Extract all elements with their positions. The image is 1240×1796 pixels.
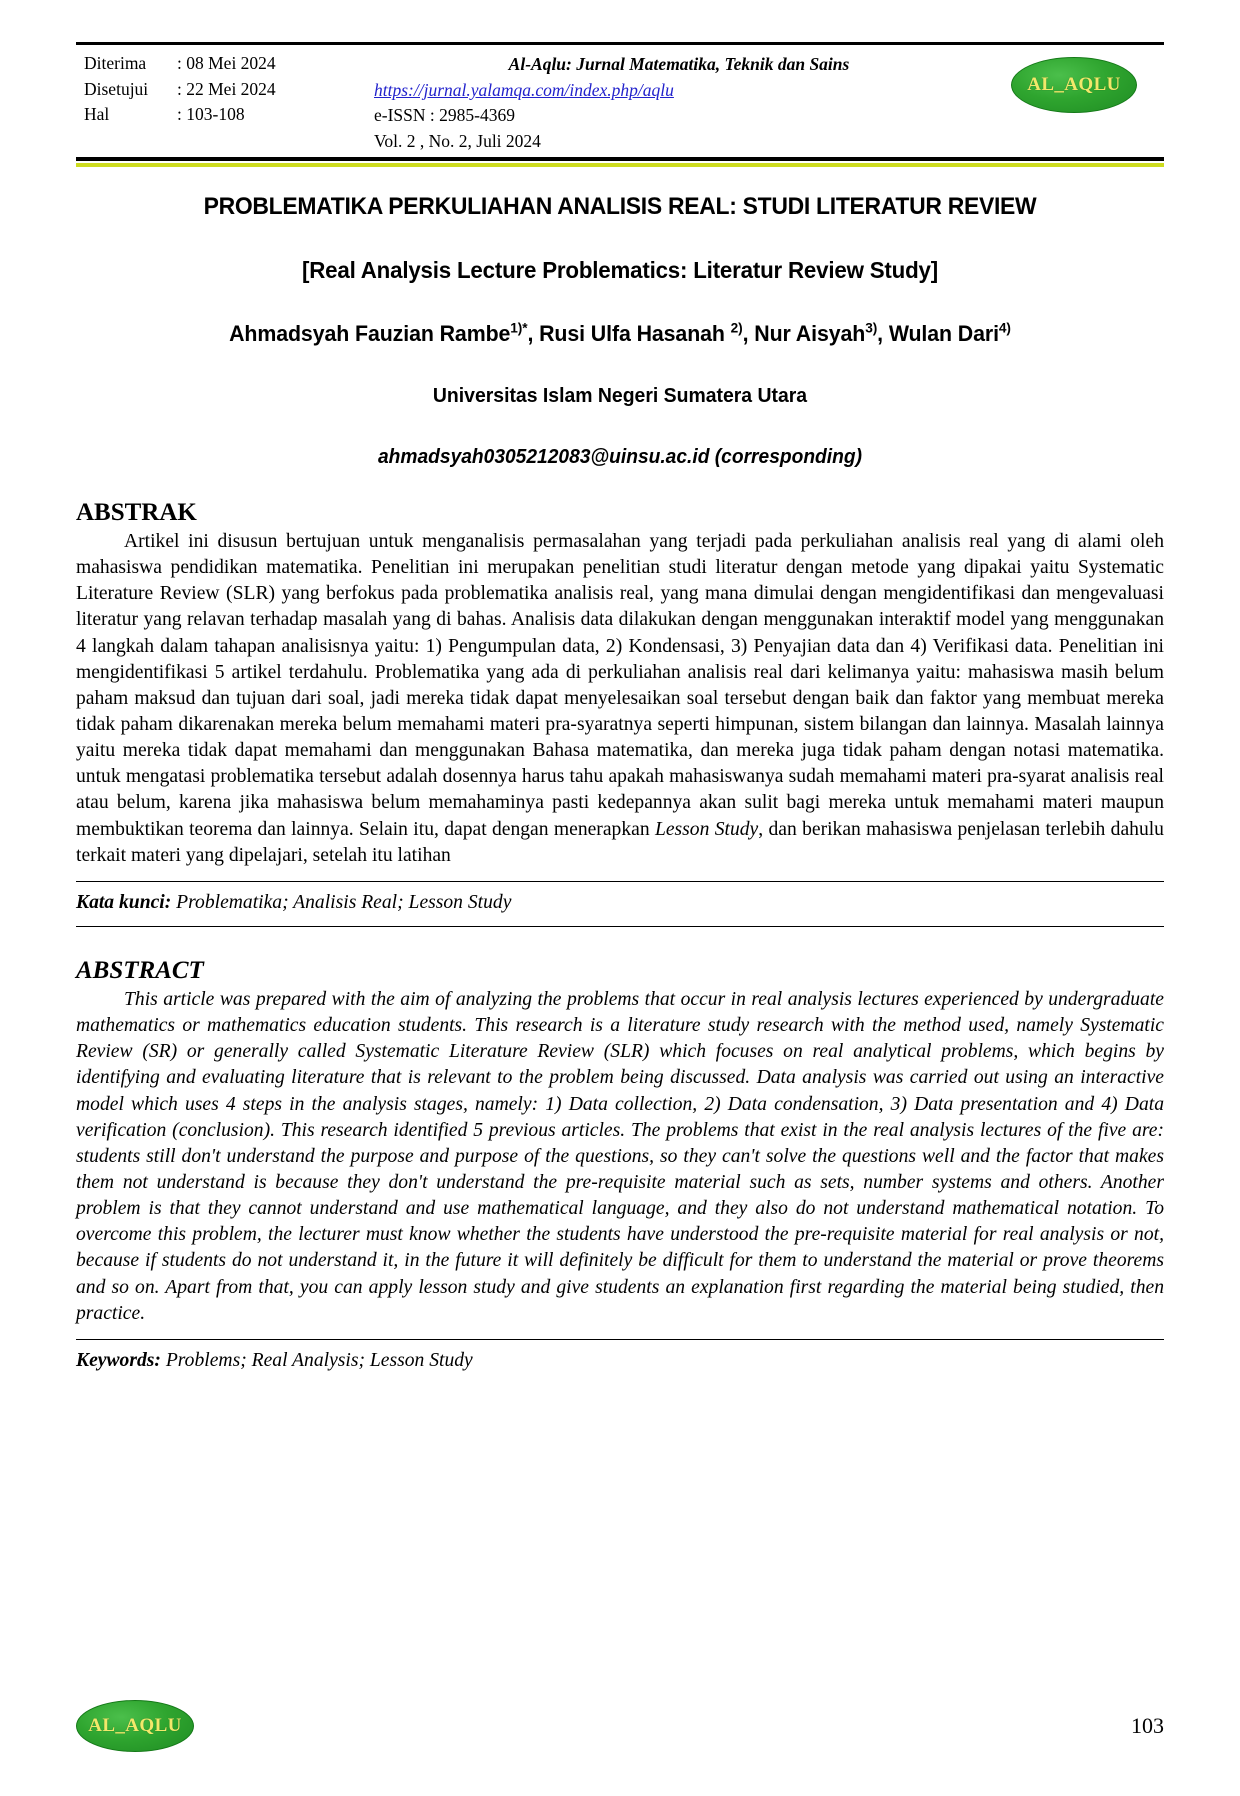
corresponding-email: ahmadsyah0305212083@uinsu.ac.id (corresponding) [378, 445, 862, 468]
journal-title: Al-Aqlu: Jurnal Matematika, Teknik dan Sains [508, 54, 850, 74]
document-page [0, 42, 1240, 1796]
abstract-keywords-label: Keywords: [76, 1349, 161, 1371]
abstrak-body: Artikel ini disusun bertujuan untuk menganalisis permasalahan yang terjadi pada perkuliahan analisis real yang di alami oleh mahasiswa pendidikan matematika. Penelitian ini merupakan penelitian studi literatur dengan metode yang dipakai yaitu Systematic Literature Review (SLR) yang berfokus pada problematika analisis real, yang mana dimulai dengan mengidentifikasi dan mengevaluasi literatur yang relavan terhadap masalah yang di bahas. Analisis data dilakukan dengan menggunakan interaktif model yang menggunakan 4 langkah dalam tahapan analisisnya yaitu: 1) Pengumpulan data, 2) Kondensasi, 3) Penyajian data dan 4) Verifikasi data. Penelitian ini mengidentifikasi 5 artikel terdahulu. Problematika yang ada di perkuliahan analisis real dari kelimanya yaitu: mahasiswa masih belum paham maksud dan tujuan dari soal, jadi mereka tidak dapat menyelesaikan soal tersebut dengan baik dan faktor yang membuat mereka tidak paham dikarenakan mereka belum memahami materi pra-syaratnya seperti himpunan, sistem bilangan dan lainnya. Masalah lainnya yaitu mereka tidak dapat memahami dan menggunakan Bahasa matematika, dan mereka juga tidak paham dengan notasi matematika. untuk mengatasi problematika tersebut adalah dosennya harus tahu apakah mahasiswanya sudah memahami materi pra-syarat analisis real atau belum, karena jika mahasiswa belum memahaminya pasti kedepannya akan sulit bagi mereka untuk memahami materi maupun membuktikan teorema dan lainnya. Selain itu, dapat dengan menerapkan Lesson Study, dan berikan mahasiswa penjelasan terlebih dahulu terkait materi yang dipelajari, setelah itu latihan [76, 530, 1164, 866]
abstrak-keywords-value: Problematika; Analisis Real; Lesson Study [176, 891, 512, 913]
abstrak-heading: ABSTRAK [76, 498, 197, 526]
page-title-english: [Real Analysis Lecture Problematics: Literatur Review Study] [302, 256, 938, 283]
journal-masthead [76, 42, 1164, 161]
metadata-row-received [84, 51, 374, 77]
journal-identity [374, 51, 984, 155]
author-list: Ahmadsyah Fauzian Rambe$^{1)*}$, Rusi Ulfa Hasanah $^{2)}$, Nur Aisyah$^{3)}$, Wulan Dari$^{4)}$ [229, 319, 1011, 346]
abstract-body: This article was prepared with the aim of analyzing the problems that occur in real analysis lectures experienced by undergraduate mathematics or mathematics education students. This research is a literature study research with the method used, namely Systematic Review (SR) or generally called Systematic Literature Review (SLR) which focuses on real analytical problems, which begins by identifying and evaluating literature that is relevant to the problem being discussed. Data analysis was carried out using an interactive model which uses 4 steps in the analysis stages, namely: 1) Data collection, 2) Data condensation, 3) Data presentation and 4) Data verification (conclusion). This research identified 5 previous articles. The problems that exist in the real analysis lectures of the five are: students still don't understand the purpose and purpose of the questions, so they can't solve the questions well and the factor that makes them not understand is because they don't understand the pre-requisite material such as sets, number systems and others. Another problem is that they cannot understand and use mathematical language, and they also do not understand mathematical notation. To overcome this problem, the lecturer must know whether the students have understood the pre-requisite material for real analysis or not, because if students do not understand it, in the future it will definitely be difficult for them to understand the material or prove theorems and so on. Apart from that, you can apply lesson study and give students an explanation first regarding the material being studied, then practice. [76, 988, 1164, 1324]
metadata-row-pages [84, 102, 374, 128]
journal-eissn: e-ISSN : 2985-4369 [374, 105, 515, 126]
page-number: 103 [1131, 1713, 1164, 1738]
journal-logo-container [984, 51, 1164, 113]
abstract-keywords-value: Problems; Real Analysis; Lesson Study [165, 1349, 473, 1371]
submission-metadata [76, 51, 374, 128]
abstrak-keywords [76, 892, 1164, 914]
metadata-value-pages: : 103-108 [177, 104, 245, 125]
masthead-accent-rule [76, 163, 1164, 167]
abstrak-keywords-label: Kata kunci: [76, 891, 172, 913]
metadata-label-accepted: Disetujui [84, 78, 149, 99]
page-title: PROBLEMATIKA PERKULIAHAN ANALISIS REAL: STUDI LITERATUR REVIEW [203, 192, 1037, 220]
metadata-value-accepted: : 22 Mei 2024 [177, 78, 276, 99]
logo-label: AL_AQLU [1027, 74, 1121, 95]
metadata-value-received: : 08 Mei 2024 [177, 53, 276, 73]
journal-url-link[interactable]: https://jurnal.yalamqa.com/index.php/aqlu [374, 79, 674, 100]
page-footer [76, 1700, 1164, 1752]
abstrak-keywords-rule-bottom [76, 926, 1164, 927]
metadata-label-pages: Hal [84, 104, 110, 125]
abstract-keywords-rule-top [76, 1339, 1164, 1340]
journal-volume-issue: Vol. 2 , No. 2, Juli 2024 [374, 131, 541, 152]
title-block [76, 193, 1164, 469]
al-aqlu-logo-icon [1011, 57, 1137, 113]
abstract-heading: ABSTRACT [76, 956, 204, 984]
footer-logo-label: AL_AQLU [88, 1715, 182, 1736]
abstrak-keywords-rule-top [76, 881, 1164, 882]
author-affiliation: Universitas Islam Negeri Sumatera Utara [432, 384, 808, 407]
abstract-keywords [76, 1350, 1164, 1372]
metadata-label-received: Diterima [84, 53, 147, 73]
metadata-row-accepted [84, 77, 374, 103]
al-aqlu-footer-logo-icon [76, 1700, 194, 1752]
